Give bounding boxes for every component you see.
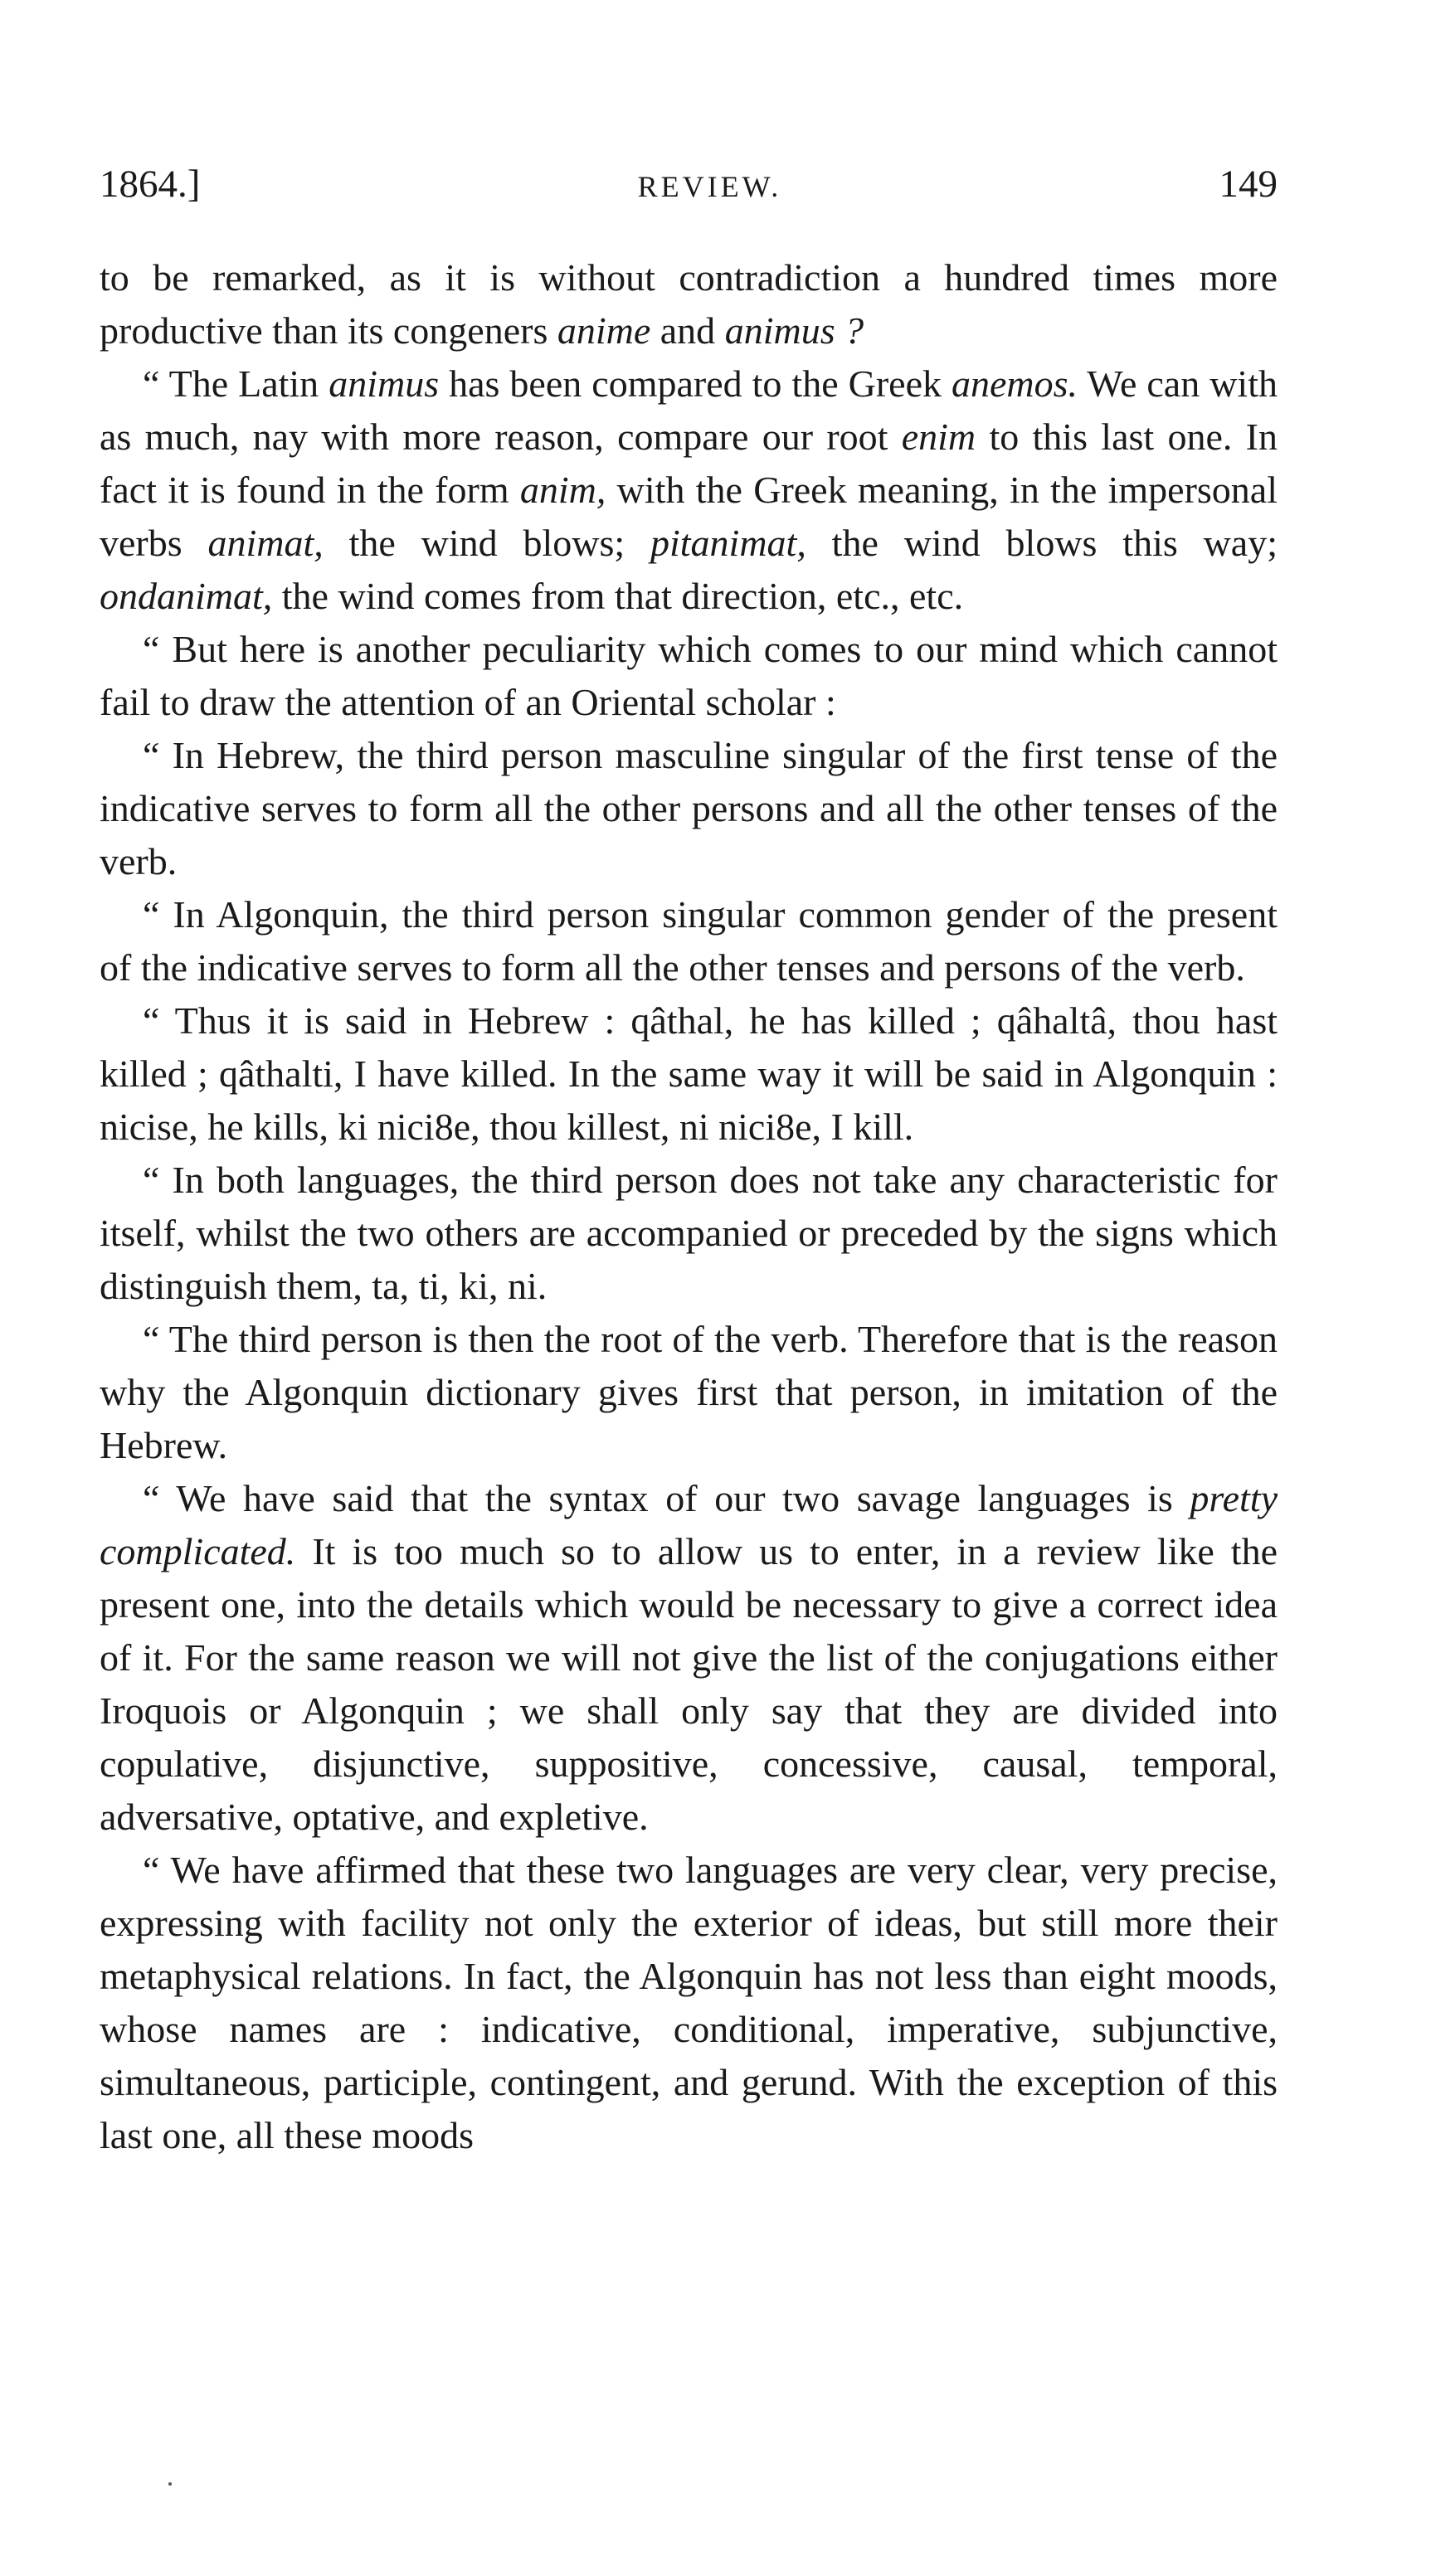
text-segment: has been compared to the Greek	[439, 362, 952, 405]
text-segment: “ The third person is then the root of the verb. Therefore that is the reason why the Algonquin dictionary gives first that person, in imitation of the Hebrew.	[100, 1318, 1278, 1466]
text-segment: “ But here is another peculiarity which comes to our mind which cannot fail to draw the attention of an Oriental scholar :	[100, 628, 1278, 723]
text-segment: to be remarked, as it is without contradiction a hundred times more productive than its congeners	[100, 256, 1278, 352]
italic-text: enim	[901, 416, 976, 458]
paragraph	[100, 1154, 1278, 1313]
italic-text: animus ?	[724, 309, 864, 352]
text-segment: “ We have affirmed that these two languages are very clear, very precise, expressing with facility not only the exterior of ideas, but still more their metaphysical relations. In fact, the Algonquin has not less than eight moods, whose names are : indicative, conditional, imperative, subjunctive, simultaneous, participle, contingent, and gerund. With the exception of this last one, all these moods	[100, 1849, 1278, 2156]
paragraph	[100, 1472, 1278, 1844]
text-segment: “ In Algonquin, the third person singular common gender of the present of the indicative serves to form all the other tenses and persons of the verb.	[100, 893, 1278, 989]
text-segment: with the Greek meaning, in the impersonal verbs	[100, 469, 1278, 564]
italic-text: anim,	[519, 469, 606, 511]
paragraph	[100, 1313, 1278, 1472]
italic-text: animus	[329, 362, 440, 405]
book-page	[100, 162, 1278, 2162]
body-text	[100, 251, 1278, 2162]
italic-text: pretty complicated.	[100, 1477, 1278, 1572]
italic-text: ondanimat,	[100, 575, 273, 617]
header-page-number: 149	[1219, 163, 1278, 206]
paragraph	[100, 623, 1278, 729]
running-header	[100, 162, 1278, 220]
text-segment: “ The Latin	[143, 362, 329, 405]
italic-text: animat,	[207, 522, 324, 564]
text-segment: and	[650, 309, 725, 352]
paragraph	[100, 251, 1278, 357]
text-segment: We can with as much, nay with more reason, compare our root	[100, 362, 1278, 458]
paragraph	[100, 994, 1278, 1154]
text-segment: “ In both languages, the third person does not take any characteristic for itself, whilst the two others are accompanied or preceded by the signs which distinguish them, ta, ti, ki, ni.	[100, 1159, 1278, 1307]
italic-text: anime	[557, 309, 651, 352]
header-running-title: REVIEW.	[637, 170, 782, 203]
text-segment: the wind comes from that direction, etc., etc.	[272, 575, 964, 617]
italic-text: anemos.	[952, 362, 1078, 405]
paragraph	[100, 888, 1278, 994]
text-segment: “ Thus it is said in Hebrew : qâthal, he has killed ; qâhaltâ, thou hast killed ; qâthalti, I have killed. In the same way it will be said in Algonquin : nicise, he kills, ki nici8e, thou killest, ni nici8e, I kill.	[100, 999, 1278, 1148]
text-segment: It is too much so to allow us to enter, in a review like the present one, into the details which would be necessary to give a correct idea of it. For the same reason we will not give the list of the conjugations either Iroquois or Algonquin ; we shall only say that they are divided into copulative, disjunctive, suppositive, concessive, causal, temporal, adversative, optative, and expletive.	[100, 1530, 1278, 1838]
italic-text: pitanimat,	[650, 522, 806, 564]
paragraph	[100, 1844, 1278, 2162]
text-segment: “ In Hebrew, the third person masculine singular of the first tense of the indicative serves to form all the other persons and all the other tenses of the verb.	[100, 734, 1278, 882]
paragraph	[100, 729, 1278, 888]
paper-speck	[168, 2482, 172, 2486]
paragraph	[100, 357, 1278, 623]
text-segment: to this last one. In fact it is found in the form	[100, 416, 1278, 511]
header-year: 1864.]	[100, 163, 201, 206]
text-segment: “ We have said that the syntax of our two savage languages is	[143, 1477, 1190, 1519]
text-segment: the wind blows;	[323, 522, 650, 564]
text-segment: the wind blows this way;	[806, 522, 1278, 564]
